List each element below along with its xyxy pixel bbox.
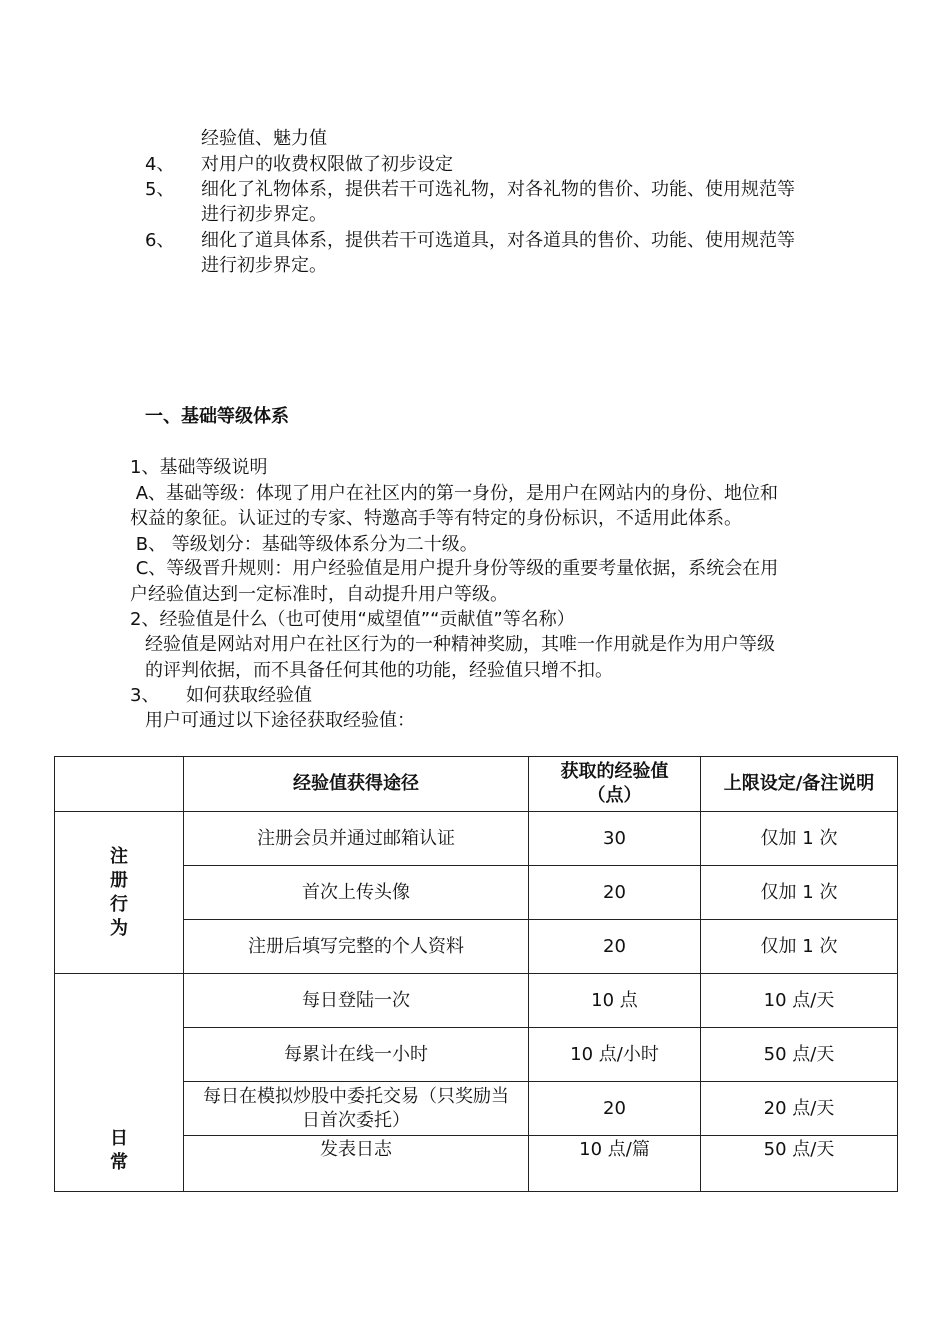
paragraph-line: 经验值是网站对用户在社区行为的一种精神奖励，其唯一作用就是作为用户等级 <box>145 634 775 655</box>
paragraph-line: 户经验值达到一定标准时，自动提升用户等级。 <box>130 584 508 605</box>
cell-way: 发表日志 <box>184 1136 529 1192</box>
category-char: 日 <box>110 1128 128 1149</box>
cell-way: 每累计在线一小时 <box>184 1028 529 1082</box>
category-register <box>55 812 184 974</box>
cell-points: 30 <box>529 812 701 866</box>
cell-limit: 仅加 1 次 <box>701 866 898 920</box>
cell-limit: 仅加 1 次 <box>701 812 898 866</box>
list-number: 5、 <box>145 179 175 200</box>
cell-points: 10 点/小时 <box>529 1028 701 1082</box>
paragraph-line: C、等级晋升规则：用户经验值是用户提升身份等级的重要考量依据，系统会在用 <box>130 558 779 579</box>
list-item: 对用户的收费权限做了初步设定 <box>201 154 453 175</box>
subsection-number: 3、 <box>130 685 160 706</box>
category-char: 为 <box>110 917 128 939</box>
cell-points: 20 <box>529 1082 701 1136</box>
subsection-title: 1、基础等级说明 <box>130 457 268 478</box>
header-category <box>55 757 184 812</box>
experience-table <box>54 756 898 1192</box>
paragraph-line: A、基础等级：体现了用户在社区内的第一身份，是用户在网站内的身份、地位和 <box>130 483 779 504</box>
category-char: 常 <box>110 1152 128 1173</box>
cell-points: 10 点/篇 <box>529 1136 701 1192</box>
cell-way: 注册后填写完整的个人资料 <box>184 920 529 974</box>
cell-points: 20 <box>529 866 701 920</box>
cell-limit: 10 点/天 <box>701 974 898 1028</box>
paragraph-line: 用户可通过以下途径获取经验值： <box>145 710 415 731</box>
table-row <box>55 812 898 866</box>
table-row <box>55 974 898 1028</box>
paragraph-line: B、 等级划分：基础等级体系分为二十级。 <box>130 534 478 555</box>
paragraph-line: 权益的象征。认证过的专家、特邀高手等有特定的身份标识，不适用此体系。 <box>130 508 742 529</box>
header-points-line2: （点） <box>587 785 642 806</box>
cell-points: 20 <box>529 920 701 974</box>
cell-way-line1: 每日在模拟炒股中委托交易（只奖励当 <box>203 1085 509 1107</box>
list-item: 细化了道具体系，提供若干可选道具，对各道具的售价、功能、使用规范等 <box>201 230 795 251</box>
cell-points: 10 点 <box>529 974 701 1028</box>
list-continuation: 经验值、魅力值 <box>201 128 327 149</box>
list-item-continuation: 进行初步界定。 <box>201 255 327 276</box>
cell-way <box>184 1082 529 1136</box>
category-char: 行 <box>110 893 128 915</box>
header-points-line1: 获取的经验值 <box>560 761 669 782</box>
cell-way: 每日登陆一次 <box>184 974 529 1028</box>
cell-way: 首次上传头像 <box>184 866 529 920</box>
header-limit: 上限设定/备注说明 <box>701 757 898 812</box>
cell-way: 注册会员并通过邮箱认证 <box>184 812 529 866</box>
paragraph-line: 的评判依据，而不具备任何其他的功能，经验值只增不扣。 <box>145 660 613 681</box>
cell-limit: 仅加 1 次 <box>701 920 898 974</box>
header-way: 经验值获得途径 <box>184 757 529 812</box>
category-char: 注 <box>110 845 128 867</box>
list-number: 4、 <box>145 154 175 175</box>
category-char: 册 <box>110 869 128 891</box>
list-item-continuation: 进行初步界定。 <box>201 204 327 225</box>
table-header-row <box>55 757 898 812</box>
cell-limit: 50 点/天 <box>701 1136 898 1192</box>
list-number: 6、 <box>145 230 175 251</box>
cell-way-line2: 日首次委托） <box>302 1109 410 1131</box>
header-points <box>529 757 701 812</box>
section-title: 一、基础等级体系 <box>145 406 289 427</box>
subsection-title: 如何获取经验值 <box>186 685 312 706</box>
category-daily <box>55 974 184 1192</box>
list-item: 细化了礼物体系，提供若干可选礼物，对各礼物的售价、功能、使用规范等 <box>201 179 795 200</box>
cell-limit: 50 点/天 <box>701 1028 898 1082</box>
subsection-title: 2、经验值是什么（也可使用“威望值”“贡献值”等名称） <box>130 609 575 630</box>
cell-limit: 20 点/天 <box>701 1082 898 1136</box>
